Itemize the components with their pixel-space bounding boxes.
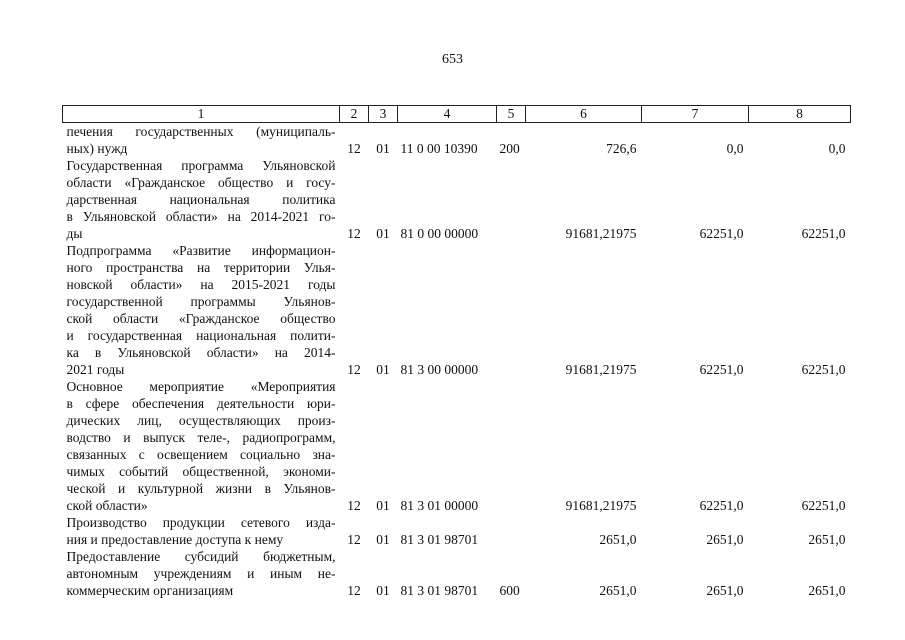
amount-col7-cell: 62251,0 — [699, 498, 744, 513]
expense-type-cell — [497, 157, 526, 242]
table-row — [63, 123, 851, 158]
item-name-line: Предоставление субсидий бюджетным, — [66, 549, 336, 564]
item-name-line: печения государственных (муниципаль- — [66, 124, 336, 139]
target-article-cell: 81 3 01 98701 — [400, 583, 479, 598]
item-name-line: автономным учреждениям и иным не- — [66, 566, 336, 581]
section-cell: 12 — [347, 498, 361, 513]
amount-col7-cell: 62251,0 — [699, 226, 744, 241]
item-name-line: и государственная национальная полити- — [66, 328, 336, 343]
item-name-line: ческой и культурной жизни в Ульянов- — [66, 481, 336, 496]
item-name-line: 2021 годы — [66, 362, 125, 377]
amount-col7-cell: 0,0 — [726, 141, 744, 156]
item-name-line: Основное мероприятие «Мероприятия — [66, 379, 336, 394]
section-cell: 12 — [347, 532, 361, 547]
item-name-line: связанных с освещением социально зна- — [66, 447, 336, 462]
header-cell-7: 7 — [642, 106, 749, 123]
section-cell: 12 — [347, 583, 361, 598]
item-name-line: чимых событий общественной, экономи- — [66, 464, 336, 479]
target-article-cell: 81 0 00 00000 — [400, 226, 479, 241]
item-name-line: дарственная национальная политика — [66, 192, 336, 207]
amount-col6-cell: 91681,21975 — [565, 498, 637, 513]
table-row — [63, 242, 851, 378]
table-row — [63, 157, 851, 242]
item-name-line: дических лиц, осуществляющих произ- — [66, 413, 336, 428]
target-article-cell: 11 0 00 10390 — [400, 141, 478, 156]
target-article-cell: 81 3 00 00000 — [400, 362, 479, 377]
item-name-cell — [63, 157, 340, 242]
target-article-cell: 81 3 01 00000 — [400, 498, 479, 513]
amount-col6-cell: 726,6 — [606, 141, 637, 156]
header-cell-2: 2 — [340, 106, 369, 123]
table-body — [63, 123, 851, 600]
amount-col6-cell: 2651,0 — [599, 532, 637, 547]
header-cell-5: 5 — [497, 106, 526, 123]
item-name-cell — [63, 123, 340, 158]
section-cell: 12 — [347, 226, 361, 241]
subsection-cell: 01 — [376, 226, 390, 241]
amount-col7-cell: 2651,0 — [706, 532, 744, 547]
amount-col8-cell: 2651,0 — [808, 532, 846, 547]
header-cell-1: 1 — [63, 106, 340, 123]
amount-col8-cell: 62251,0 — [801, 362, 846, 377]
expense-type-cell: 600 — [499, 583, 520, 598]
table-row — [63, 378, 851, 514]
item-name-line: водство и выпуск теле-, радиопрограмм, — [66, 430, 336, 445]
header-cell-3: 3 — [369, 106, 398, 123]
subsection-cell: 01 — [376, 362, 390, 377]
expense-type-cell — [497, 514, 526, 548]
item-name-line: Производство продукции сетевого изда- — [66, 515, 336, 530]
item-name-cell — [63, 242, 340, 378]
item-name-line: ка в Ульяновской области» на 2014- — [66, 345, 336, 360]
item-name-line: ской области «Гражданское общество — [66, 311, 336, 326]
target-article-cell: 81 3 01 98701 — [400, 532, 479, 547]
amount-col6-cell: 91681,21975 — [565, 362, 637, 377]
item-name-line: Государственная программа Ульяновской — [66, 158, 336, 173]
subsection-cell: 01 — [376, 532, 390, 547]
subsection-cell: 01 — [376, 498, 390, 513]
header-cell-6: 6 — [526, 106, 642, 123]
amount-col6-cell: 91681,21975 — [565, 226, 637, 241]
amount-col7-cell: 2651,0 — [706, 583, 744, 598]
amount-col8-cell: 62251,0 — [801, 498, 846, 513]
page-number: 653 — [442, 52, 463, 67]
item-name-cell — [63, 548, 340, 599]
section-cell: 12 — [347, 141, 361, 156]
item-name-line: Подпрограмма «Развитие информацион- — [66, 243, 336, 258]
table-row — [63, 514, 851, 548]
item-name-line: коммерческим организациям — [66, 583, 234, 598]
item-name-line: ды — [66, 226, 83, 241]
header-cell-8: 8 — [749, 106, 851, 123]
table-row — [63, 548, 851, 599]
amount-col8-cell: 0,0 — [828, 141, 846, 156]
header-row — [63, 106, 851, 123]
item-name-line: новской области» на 2015-2021 годы — [66, 277, 336, 292]
subsection-cell: 01 — [376, 141, 390, 156]
item-name-line: государственной программы Ульянов- — [66, 294, 336, 309]
header-cell-4: 4 — [398, 106, 497, 123]
section-cell: 12 — [347, 362, 361, 377]
expense-type-cell: 200 — [499, 141, 520, 156]
item-name-line: ного пространства на территории Улья- — [66, 260, 336, 275]
item-name-line: ской области» — [66, 498, 148, 513]
item-name-line: в Ульяновской области» на 2014-2021 го- — [66, 209, 336, 224]
item-name-cell — [63, 378, 340, 514]
amount-col6-cell: 2651,0 — [599, 583, 637, 598]
expense-type-cell — [497, 242, 526, 378]
amount-col8-cell: 2651,0 — [808, 583, 846, 598]
item-name-cell — [63, 514, 340, 548]
expense-type-cell — [497, 378, 526, 514]
item-name-line: ния и предоставление доступа к нему — [66, 532, 284, 547]
item-name-line: области «Гражданское общество и госу- — [66, 175, 336, 190]
amount-col8-cell: 62251,0 — [801, 226, 846, 241]
amount-col7-cell: 62251,0 — [699, 362, 744, 377]
item-name-line: в сфере обеспечения деятельности юри- — [66, 396, 336, 411]
item-name-line: ных) нужд — [66, 141, 128, 156]
subsection-cell: 01 — [376, 583, 390, 598]
budget-table — [62, 105, 851, 599]
